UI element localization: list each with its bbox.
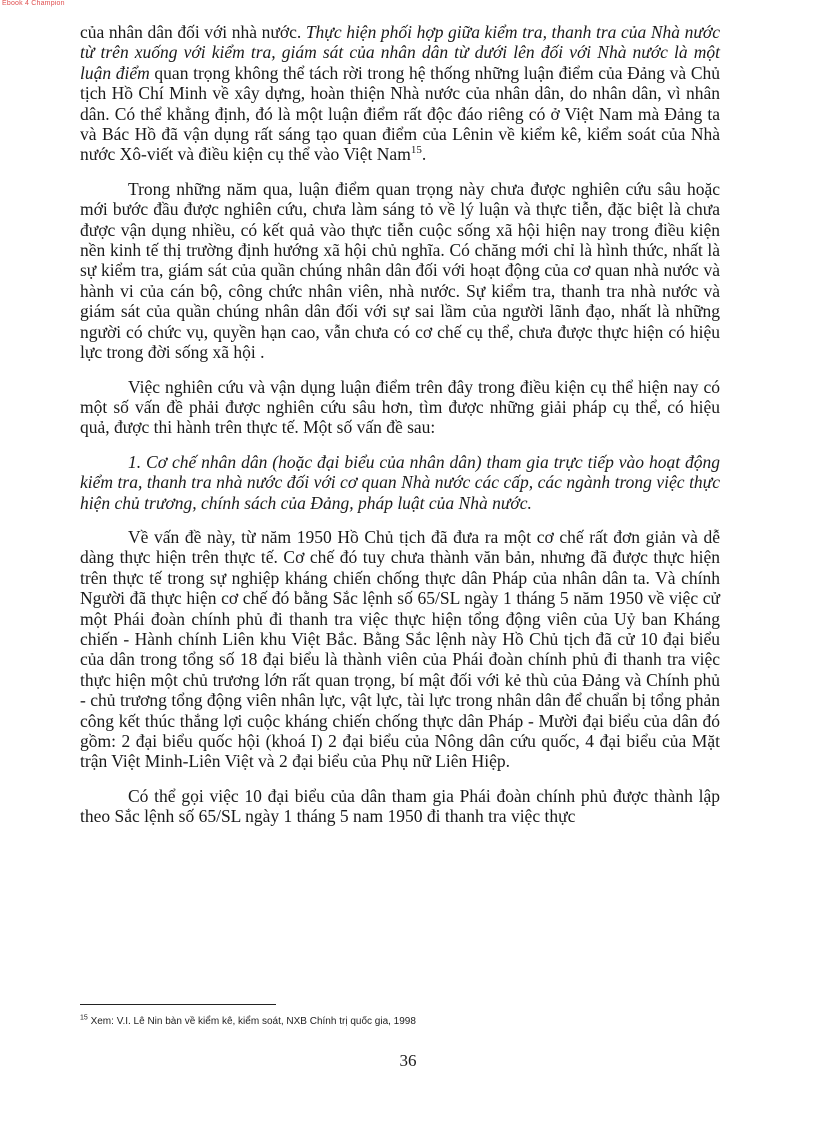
page-body — [80, 22, 720, 827]
corner-watermark: Ebook 4 Champion — [2, 0, 65, 7]
footnote — [80, 1016, 720, 1027]
paragraph-1-end: . — [421, 144, 427, 165]
footnote-divider — [80, 1004, 276, 1005]
footnote-number: 15 — [80, 1014, 88, 1022]
paragraph-3: Việc nghiên cứu và vận dụng luận điểm trên đây trong điều kiện cụ thể hiện nay có một số vấn đề phải được nghiên cứu sâu hơn, tìm được những giải pháp cụ thể, có hiệu quả, được thi hành trên thực tế. Một số vấn đề sau: — [80, 376, 720, 438]
paragraph-1 — [80, 22, 720, 165]
paragraph-1-emphasis: Thực hiện phối hợp giữa kiểm tra, thanh tra của Nhà nước từ trên xuống với kiểm tra, giám sát của nhân dân từ dưới lên đối với Nhà nước là một luận điểm — [80, 22, 720, 83]
paragraph-5: Có thể gọi việc 10 đại biểu của dân tham gia Phái đoàn chính phủ được thành lập theo Sắc lệnh số 65/SL ngày 1 tháng 5 nam 1950 đi thanh tra việc thực — [80, 785, 720, 827]
section-heading-1: 1. Cơ chế nhân dân (hoặc đại biểu của nhân dân) tham gia trực tiếp vào hoạt động kiểm tra, thanh tra nhà nước đối với cơ quan Nhà nước các cấp, các ngành trong việc thực hiện chủ trương, chính sách của Đảng, pháp luật của Nhà nước. — [80, 451, 720, 513]
paragraph-4: Về vấn đề này, từ năm 1950 Hồ Chủ tịch đã đưa ra một cơ chế rất đơn giản và dễ dàng thực hiện trên thực tế. Cơ chế đó tuy chưa thành văn bản, nhưng đã được thực hiện trên thực tế trong sự nghiệp kháng chiến chống thực dân Pháp của nhân dân ta. Và chính Người đã thực hiện cơ chế đó bằng Sắc lệnh số 65/SL ngày 1 tháng 5 năm 1950 về việc cử một Phái đoàn chính phủ đi thanh tra việc thực hiện tổng động viên của Uỷ ban Kháng chiến - Hành chính Liên khu Việt Bắc. Bằng Sắc lệnh này Hồ Chủ tịch đã cử 10 đại biểu của dân trong tổng số 18 đại biểu là thành viên của Phái đoàn chính phủ đi thanh tra việc thực hiện một chủ trương lớn rất quan trọng, bí mật đối với kẻ thù của Đảng và Chính phủ - chủ trương tổng động viên nhân lực, vật lực, tài lực trong nhân dân để chuẩn bị tổng phản công kết thúc thắng lợi cuộc kháng chiến chống thực dân Pháp - Mười đại biểu của dân đó gồm: 2 đại biểu quốc hội (khoá I) 2 đại biểu của Nông dân cứu quốc, 4 đại biểu của Mặt trận Việt Minh-Liên Việt và 2 đại biểu của Phụ nữ Liên Hiệp. — [80, 526, 720, 772]
footnote-reference[interactable]: 15 — [410, 144, 422, 157]
paragraph-2: Trong những năm qua, luận điểm quan trọng này chưa được nghiên cứu sâu hoặc mới bước đầu được nghiên cứu, chưa làm sáng tỏ về lý luận và thực tiễn, đặc biệt là chưa được vận dụng nhiều, có kết quả vào thực tiễn cuộc sống xã hội hiện nay trong điều kiện nền kinh tế thị trường định hướng xã hội chủ nghĩa. Có chăng mới chỉ là hình thức, nhất là sự kiểm tra, giám sát của quần chúng nhân dân đối với hoạt động của cơ quan nhà nước và hành vi của cán bộ, công chức nhân viên, nhà nước. Sự kiểm tra, thanh tra nhà nước và giám sát của quần chúng nhân dân đối với sự sai lầm của người lãnh đạo, nhất là những người có chức vụ, quyền hạn cao, vẫn chưa có cơ chế cụ thể, chưa được thực hiện có hiệu lực trong đời sống xã hội . — [80, 178, 720, 363]
paragraph-1-lead: của nhân dân đối với nhà nước. — [80, 22, 306, 42]
paragraph-1-body: quan trọng không thể tách rời trong hệ thống những luận điểm của Đảng và Chủ tịch Hồ Chí Minh về xây dựng, hoàn thiện Nhà nước của nhân dân, do nhân dân, vì nhân dân. Có thể khẳng định, đó là một luận điểm rất độc đáo riêng có ở Việt Nam mà Đảng ta và Bác Hồ đã vận dụng rất sáng tạo quan điểm của Lênin về kiểm kê, kiểm soát của Nhà nước Xô-viết và điều kiện cụ thể vào Việt Nam — [80, 62, 720, 165]
page-number: 36 — [399, 1051, 417, 1070]
footnote-text: Xem: V.I. Lê Nin bàn về kiểm kê, kiểm soát, NXB Chính trị quốc gia, 1998 — [87, 1016, 416, 1027]
